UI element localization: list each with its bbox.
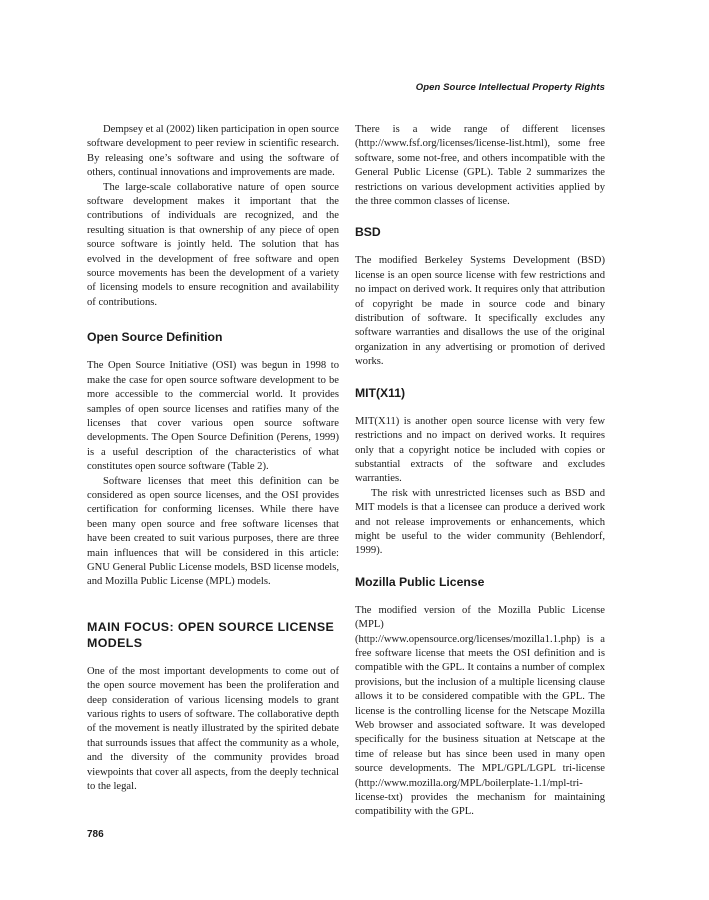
heading-mit: MIT(X11) [355,385,406,400]
intro-paragraph-2: The large-scale collaborative nature of open source software development makes it important that the contributions of individuals are recognized, and the resulting situation is that ownership of any piece of open source software is jointly held. The solution that has evolved in the development of free software and open source movements has been the development of a variety of licensing models to ensure recognition and availability of contributions. [87,181,339,308]
heading-mozilla-public-license: Mozilla Public License [355,574,485,589]
mit-paragraph-1: MIT(X11) is another open source license with very few restrictions and no impact on derived works. It requires only that a copyright notice be included with copies or substantial extracts of the software and excludes warranties. [355,415,605,485]
osd-paragraph-2: Software licenses that meet this definition can be considered as open source licenses, and the OSI provides certification for conforming licenses. While there have been many open source and free software licenses that have been created to suit various purposes, there are three main influences that will be considered in this article: GNU General Public License models, BSD license models, and Mozilla Public License (MPL) models. [87,475,339,588]
main-focus-paragraph: One of the most important developments to come out of the open source movement has been the proliferation and deep consideration of various licensing models to grant various rights to users of software. The collaborative depth of the movement is neatly illustrated by the spirited debate that surrounds issues that affect the community as a whole, and the diversity of the community provides broad viewpoints that cover all aspects, from the deeply technical to the legal. [87,665,339,793]
running-head: Open Source Intellectual Property Rights [415,82,605,93]
mozilla-paragraph: The modified version of the Mozilla Public License (MPL) (http://www.opensource.org/licenses/mozilla1.1.php) is a free software license that meets the OSI definition and is compatible with the GPL. It contains a number of complex provisions, but the inclusion of a multiple licensing clause allows it to be considered compatible with the GPL. The license is the controlling license for the Netscape Mozilla Web browser and associated software. It was developed specifically for the business situation at Netscape at the time of release but has since been used in many open source developments. The MPL/GPL/LGPL tri-license (http://www.mozilla.org/MPL/boilerplate-1.1/mpl-tri-license-txt) provides the mechanism for maintaining compatibility with the GPL. [355,604,605,818]
osd-paragraph-1: The Open Source Initiative (OSI) was begun in 1998 to make the case for open source software development to be more accessible to the commercial world. It provides samples of open source licenses and ratifies many of the licenses that cover various open source software developments. The Open Source Definition (Perens, 1999) is a useful description of the characteristics of what constitutes open source software (Table 2). [87,360,339,473]
page-number: 786 [87,829,104,840]
licenses-intro-paragraph: There is a wide range of different licenses (http://www.fsf.org/licenses/license-list.html), some free software, some not-free, and others incompatible with the General Public License (GPL). Table 2 summarizes the restrictions on various development activities applied by the three common classes of license. [355,124,605,208]
bsd-paragraph: The modified Berkeley Systems Development (BSD) license is an open source license with few restrictions and no impact on derived work. It requires only that attribution of copyright be made in source code and binary distribution of software. It specifically excludes any software warranties and disallows the use of the original organization in any advertising or promotion of derived works. [355,255,605,368]
right-column [355,123,605,820]
left-column [87,123,339,794]
heading-open-source-definition: Open Source Definition [87,330,223,345]
heading-bsd: BSD [355,225,381,240]
heading-main-focus: MAIN FOCUS: OPEN SOURCE LICENSE MODELS [87,619,335,650]
intro-paragraph-1: Dempsey et al (2002) liken participation in open source software development to peer review in scientific research. By releasing one’s software and using the software of others, continual innovations and improvements are made. [87,124,339,179]
mit-paragraph-2: The risk with unrestricted licenses such as BSD and MIT models is that a licensee can produce a derived work and not release improvements or enhancements, which might be useful to the wider community (Behlendorf, 1999). [355,487,605,557]
